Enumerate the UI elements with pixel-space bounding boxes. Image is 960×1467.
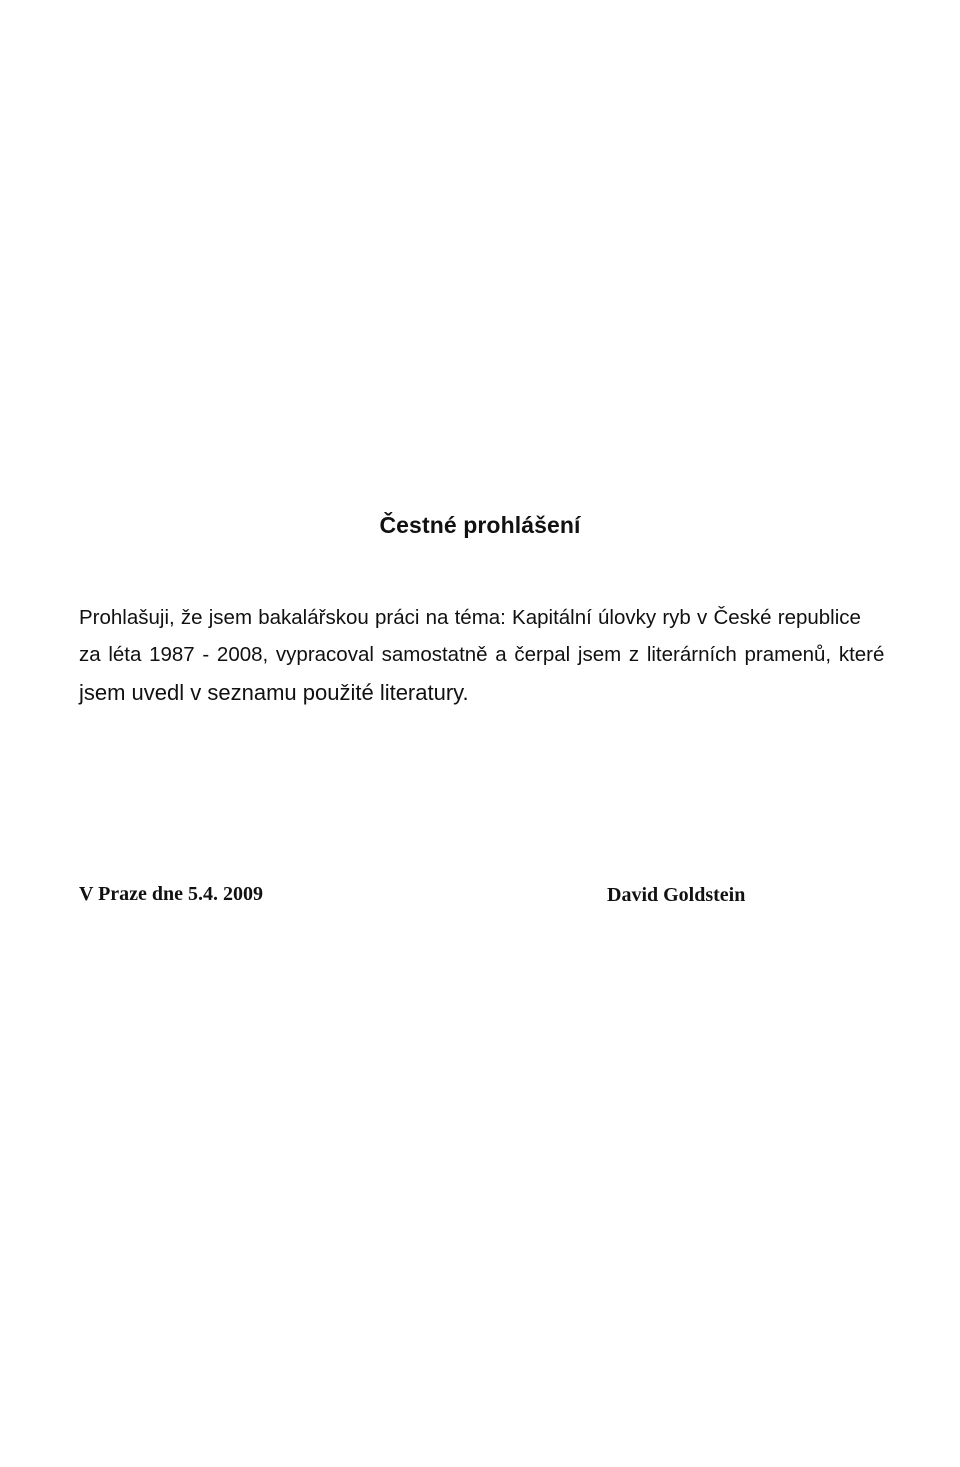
declaration-line-3: jsem uvedl v seznamu použité literatury. [79,680,469,705]
author-name: David Goldstein [607,884,746,906]
declaration-line-2: za léta 1987 - 2008, vypracoval samostatně a čerpal jsem z literárních pramenů, které [79,643,885,666]
place-and-date: V Praze dne 5.4. 2009 [79,883,264,905]
declaration-line-1: Prohlašuji, že jsem bakalářskou práci na téma: Kapitální úlovky ryb v České republice [79,606,861,629]
page-title: Čestné prohlášení [379,512,581,538]
